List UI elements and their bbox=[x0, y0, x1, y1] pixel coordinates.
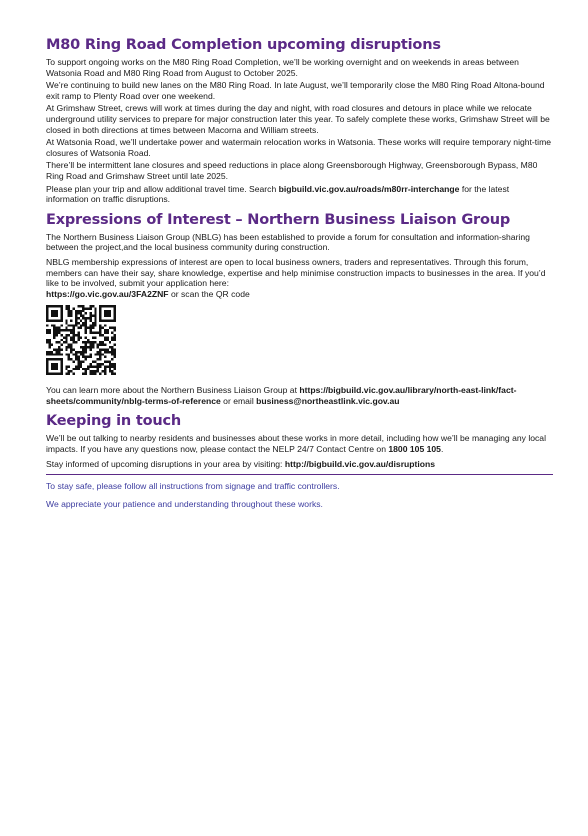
qr-code bbox=[46, 305, 116, 375]
m80-p6-pre: Please plan your trip and allow additional travel time. Search bbox=[46, 183, 279, 194]
footer bbox=[46, 481, 553, 509]
section-title-eoi: Expressions of Interest – Northern Business Liaison Group bbox=[46, 211, 511, 228]
eoi-p3-mid: or email bbox=[220, 395, 257, 406]
m80-interchange-link[interactable]: bigbuild.vic.gov.au/roads/m80rr-interchange bbox=[278, 183, 460, 194]
footer-line-2: We appreciate your patience and understanding throughout these works. bbox=[46, 498, 323, 509]
m80-paragraph-4: At Watsonia Road, we’ll undertake power and watermain relocation works in Watsonia. These works will require temporary night-time closures of Watsonia Road. bbox=[46, 137, 552, 158]
eoi-paragraph-2 bbox=[46, 257, 553, 299]
touch-paragraph-1 bbox=[46, 433, 553, 454]
contact-phone[interactable]: 1800 105 105 bbox=[388, 444, 441, 455]
footer-divider bbox=[46, 474, 553, 475]
eoi-p3-pre: You can learn more about the Northern Business Liaison Group at bbox=[46, 385, 300, 396]
business-email-link[interactable]: business@northeastlink.vic.gov.au bbox=[256, 395, 400, 406]
footer-line-1: To stay safe, please follow all instructions from signage and traffic controllers. bbox=[46, 481, 340, 492]
eoi-paragraph-3 bbox=[46, 385, 553, 406]
m80-p6-post: for the latest information on traffic disruptions. bbox=[46, 183, 510, 205]
m80-paragraph-3: At Grimshaw Street, crews will work at times during the day and night, with road closures and detours in place while we relocate underground utility services to prepare for major construction later this year. To safely complete these works, Grimshaw Street will be closed in both directions at times between Macorna and William streets. bbox=[46, 103, 550, 135]
touch-paragraph-2 bbox=[46, 459, 553, 470]
m80-paragraph-1: To support ongoing works on the M80 Ring Road Completion, we’ll be working overnight and on weekends in areas between Watsonia Road and M80 Ring Road from August to October 2025. bbox=[46, 57, 519, 78]
m80-paragraph-6 bbox=[46, 184, 553, 205]
eoi-paragraph-1: The Northern Business Liaison Group (NBLG) has been established to provide a forum for consultation and information-sharing between the project,and the local business community during construction. bbox=[46, 231, 530, 253]
eoi-p2-post: or scan the QR code bbox=[168, 288, 250, 299]
touch-p1-pre: We’ll be out talking to nearby residents and businesses about these works in more detail, including how we’ll be managing any local impacts. If you have any questions now, please contact the NELP 24/7 Contact Centre on bbox=[46, 433, 546, 455]
m80-paragraph-2: We’re continuing to build new lanes on the M80 Ring Road. In late August, we’ll temporarily close the M80 Ring Road Altona-bound exit ramp to Plenty Road over one weekend. bbox=[46, 80, 545, 101]
page-content bbox=[46, 36, 553, 516]
touch-p2-pre: Stay informed of upcoming disruptions in your area by visiting: bbox=[46, 458, 285, 469]
eoi-application-link[interactable]: https://go.vic.gov.au/3FA2ZNF bbox=[46, 288, 169, 299]
touch-p1-post: . bbox=[440, 444, 444, 455]
disruptions-link[interactable]: http://bigbuild.vic.gov.au/disruptions bbox=[284, 458, 436, 469]
section-title-touch: Keeping in touch bbox=[46, 413, 182, 430]
m80-paragraph-5: There’ll be intermittent lane closures and speed reductions in place along Greensborough Highway, Greensborough Bypass, M80 Ring Road and Grimshaw Street until late 2025. bbox=[46, 160, 538, 181]
eoi-p2-text: NBLG membership expressions of interest are open to local business owners, traders and representatives. Through this forum, members can have their say, share knowledge, expertise and help minimise construction impacts to businesses in the area. If you’d like to be involved, submit your application here: bbox=[46, 256, 546, 289]
section-title-m80: M80 Ring Road Completion upcoming disruptions bbox=[46, 37, 441, 53]
nblg-terms-link[interactable]: https://bigbuild.vic.gov.au/library/north-east-link/fact-sheets/community/nblg-terms-of-reference bbox=[46, 385, 517, 406]
